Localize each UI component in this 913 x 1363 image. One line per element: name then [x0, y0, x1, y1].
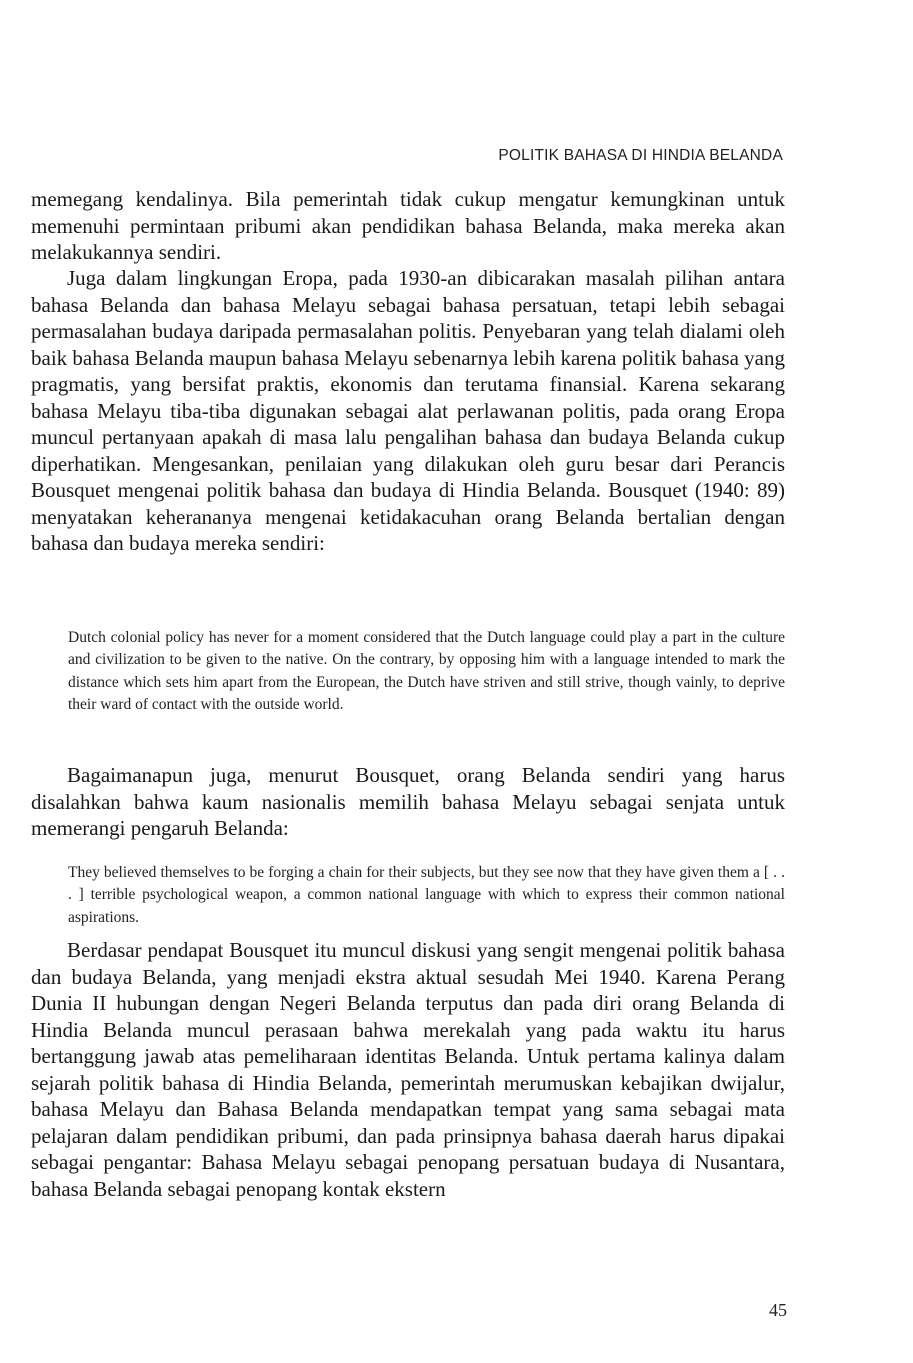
running-head: POLITIK BAHASA DI HINDIA BELANDA — [498, 147, 783, 164]
paragraph-2: Juga dalam lingkungan Eropa, pada 1930-an dibicarakan masalah pilihan antara bahasa Belanda dan bahasa Melayu sebagai bahasa persatuan, tetapi lebih sebagai permasalahan budaya daripada permasalahan politis. Penyebaran yang telah dialami oleh baik bahasa Belanda maupun bahasa Melayu sebenarnya lebih karena politik bahasa yang pragmatis, yang bersifat praktis, ekonomis dan terutama finansial. Karena sekarang bahasa Melayu tiba-tiba digunakan sebagai alat perlawanan politis, pada orang Eropa muncul pertanyaan apakah di masa lalu pengalihan bahasa dan budaya Belanda cukup diperhatikan. Mengesankan, penilaian yang dilakukan oleh guru besar dari Perancis Bousquet mengenai politik bahasa dan budaya di Hindia Belanda. Bousquet (1940: 89) menyatakan keherananya mengenai ketidakacuhan orang Belanda bertalian dengan bahasa dan budaya mereka sendiri: — [31, 266, 785, 555]
page-number: 45 — [769, 1300, 787, 1320]
paragraph-3: Bagaimanapun juga, menurut Bousquet, orang Belanda sendiri yang harus disalahkan bahwa kaum nasionalis memilih bahasa Melayu sebagai senjata untuk memerangi pengaruh Belanda: — [31, 763, 785, 840]
block-quote-1: Dutch colonial policy has never for a moment considered that the Dutch language could play a part in the culture and civilization to be given to the native. On the contrary, by opposing him with a language intended to mark the distance which sets him apart from the European, the Dutch have striven and still strive, though vainly, to deprive their ward of contact with the outside world. — [68, 629, 785, 713]
paragraph-4: Berdasar pendapat Bousquet itu muncul diskusi yang sengit mengenai politik bahasa dan budaya Belanda, yang menjadi ekstra aktual sesudah Mei 1940. Karena Perang Dunia II hubungan dengan Negeri Belanda terputus dan pada diri orang Belanda di Hindia Belanda muncul perasaan bahwa merekalah yang pada waktu itu harus bertanggung jawab atas pemeliharaan identitas Belanda. Untuk pertama kalinya dalam sejarah politik bahasa di Hindia Belanda, pemerintah merumuskan kebajikan dwijalur, bahasa Melayu dan Bahasa Belanda mendapatkan tempat yang sama sebagai mata pelajaran dalam pendidikan pribumi, dan pada prinsipnya bahasa daerah harus dipakai sebagai pengantar: Bahasa Melayu sebagai penopang persatuan budaya di Nusantara, bahasa Belanda sebagai penopang kontak ekstern — [31, 938, 785, 1201]
block-quote-2: They believed themselves to be forging a chain for their subjects, but they see now that they have given them a [ . . . ] terrible psychological weapon, a common national language with which to express their common national aspirations. — [68, 864, 785, 926]
paragraph-1: memegang kendalinya. Bila pemerintah tidak cukup mengatur kemungkinan untuk memenuhi permintaan pribumi akan pendidikan bahasa Belanda, maka mereka akan melakukannya sendiri. — [31, 187, 785, 264]
